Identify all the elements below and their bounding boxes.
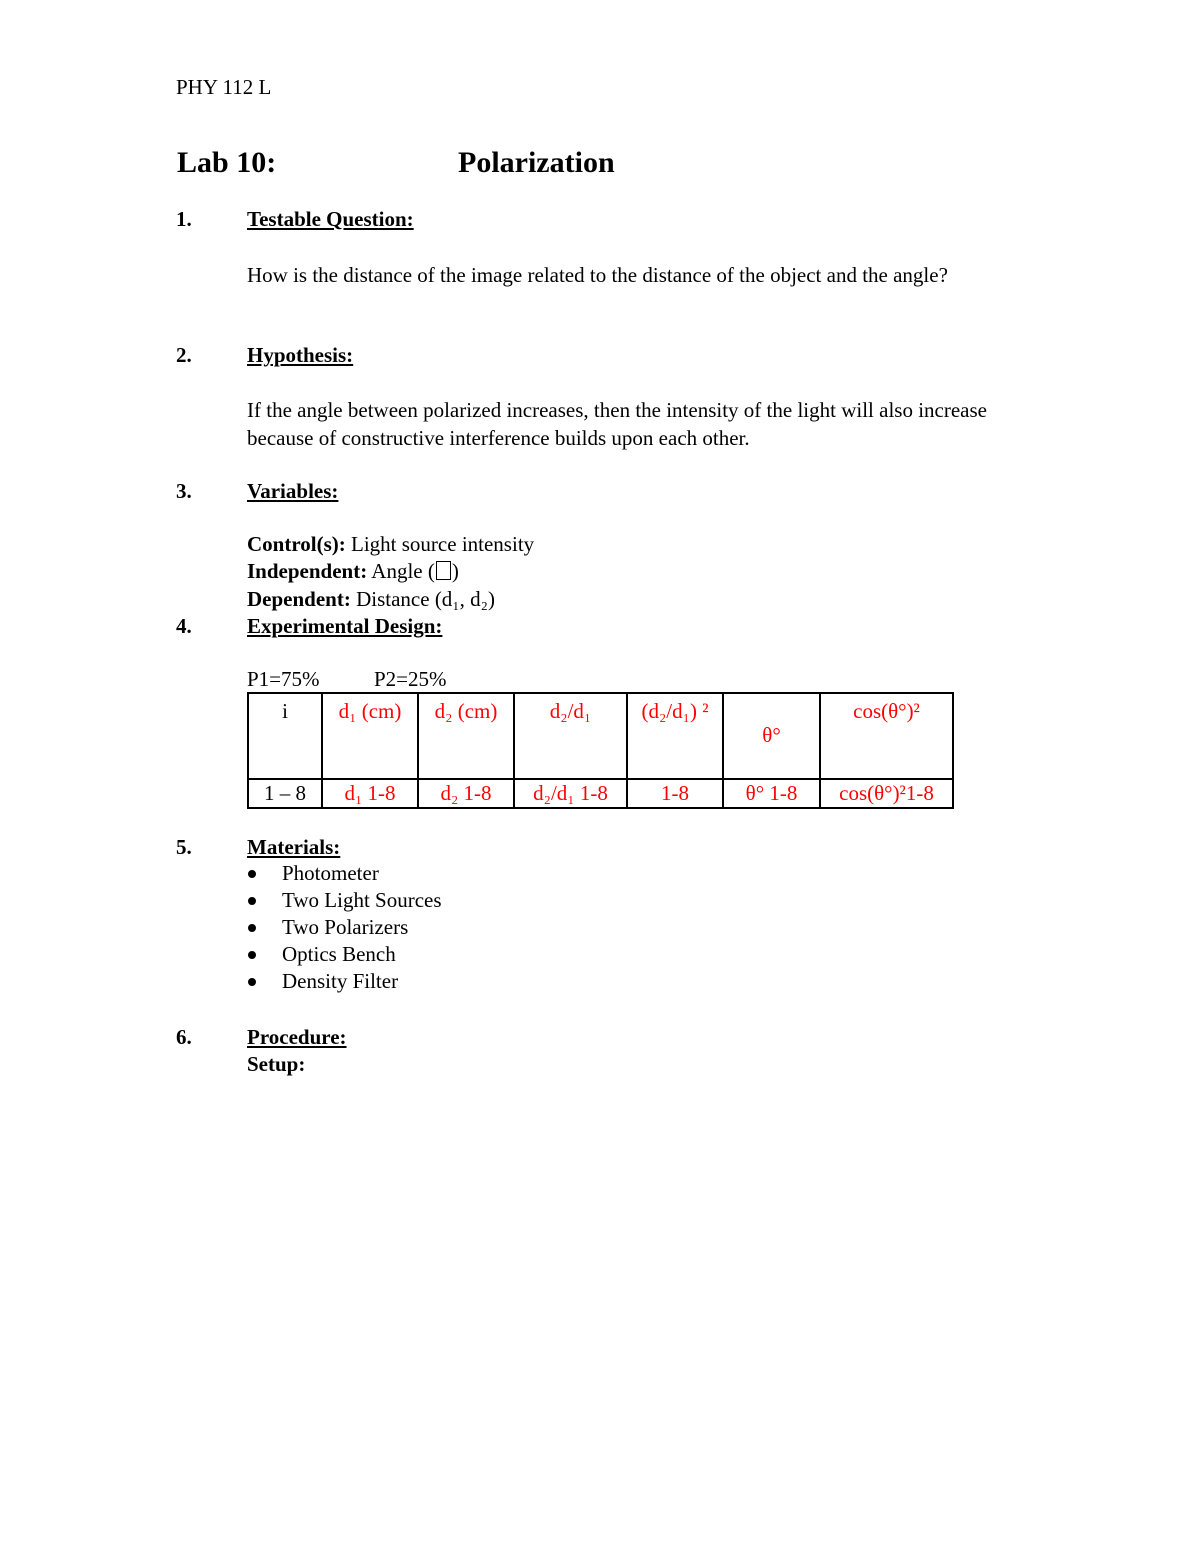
dependent-variable [247,586,495,613]
material-label: Optics Bench [282,942,396,966]
table-header-cell: i [248,693,322,779]
table-cell: cos(θ°)²1-8 [820,779,953,808]
table-header-cell: d₂/d₁ [514,693,627,779]
table-header-cell: d₁ (cm) [322,693,418,779]
bullet-icon [248,870,256,878]
independent-value-suffix: ) [451,559,459,583]
table-cell: d₁ 1-8 [322,779,418,808]
section-1-heading: Testable Question: [247,207,414,231]
table-header-row [248,693,953,779]
testable-question-text: How is the distance of the image related to the distance of the object and the angle? [247,263,948,287]
table-header-cell: (d₂/d₁) ² [627,693,723,779]
bullet-icon [248,951,256,959]
material-label: Two Polarizers [282,915,409,939]
control-value: Light source intensity [351,532,535,556]
independent-value-prefix: Angle ( [371,559,435,583]
table-header-cell: θ° [723,693,820,779]
material-label: Photometer [282,861,379,885]
table-cell: 1-8 [627,779,723,808]
table-cell: θ° 1-8 [723,779,820,808]
table-cell: d₂ 1-8 [418,779,514,808]
course-code: PHY 112 L [176,75,272,99]
section-1-number: 1. [176,207,192,231]
lab-subject: Polarization [458,146,615,179]
section-5-number: 5. [176,835,192,859]
list-item [247,860,442,887]
p2-value: P2=25% [374,667,447,691]
table-row [248,779,953,808]
section-3-number: 3. [176,479,192,503]
section-6-number: 6. [176,1025,192,1049]
dependent-label: Dependent: [247,587,351,611]
material-label: Two Light Sources [282,888,442,912]
list-item [247,887,442,914]
data-table [247,692,954,809]
dependent-value: Distance (d₁, d₂) [356,587,495,611]
section-4-heading: Experimental Design: [247,614,443,638]
section-4-number: 4. [176,614,192,638]
table-cell: d₂/d₁ 1-8 [514,779,627,808]
bullet-icon [248,978,256,986]
section-2-number: 2. [176,343,192,367]
missing-glyph-box [436,561,451,580]
table-header-cell: d₂ (cm) [418,693,514,779]
independent-variable [247,558,459,585]
list-item [247,914,442,941]
materials-list [247,860,442,995]
list-item [247,941,442,968]
hypothesis-text: If the angle between polarized increases, then the intensity of the light will also increase because of constructive interference builds upon each other. [247,398,987,450]
bullet-icon [248,897,256,905]
bullet-icon [248,924,256,932]
control-variable [247,531,534,558]
section-6-heading: Procedure: [247,1025,347,1049]
table-header-cell: cos(θ°)² [820,693,953,779]
section-2-heading: Hypothesis: [247,343,354,367]
independent-label: Independent: [247,559,368,583]
list-item [247,968,442,995]
material-label: Density Filter [282,969,399,993]
table-cell: 1 – 8 [248,779,322,808]
p1-value: P1=75% [247,667,320,691]
setup-subheading: Setup: [247,1052,306,1076]
section-5-heading: Materials: [247,835,341,859]
control-label: Control(s): [247,532,346,556]
section-3-heading: Variables: [247,479,339,503]
lab-number: Lab 10: [177,146,277,179]
